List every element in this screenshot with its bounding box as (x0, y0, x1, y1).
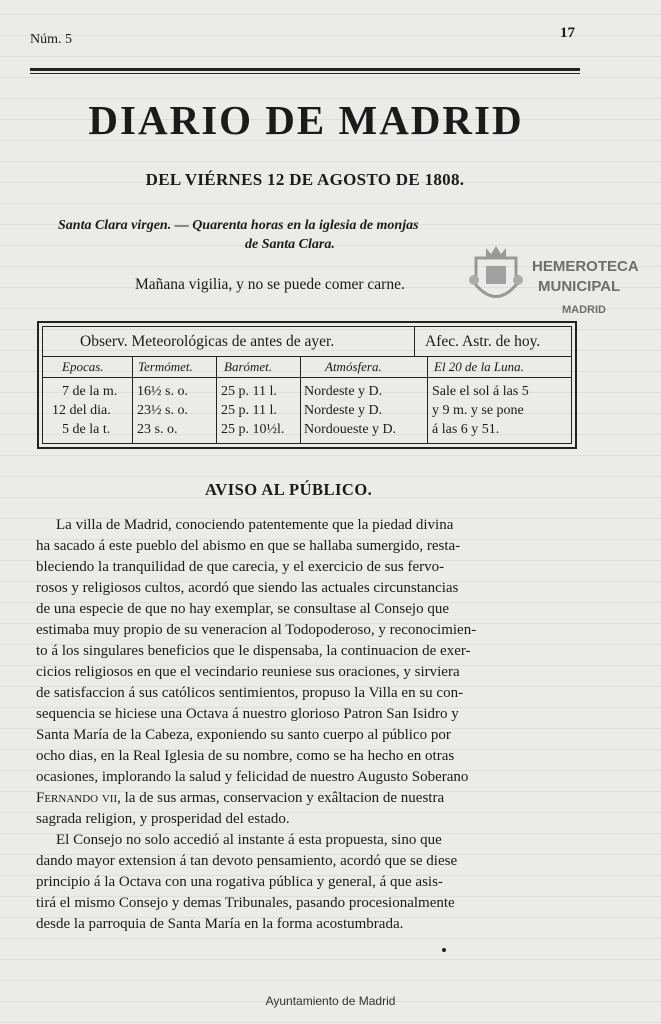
aviso-line: sagrada religion, y prosperidad del estado. (36, 811, 290, 827)
date-line: DEL VIÉRNES 12 DE AGOSTO DE 1808. (145, 170, 465, 189)
table-col-divider-1 (132, 357, 133, 444)
saint-line-1: Santa Clara virgen. — Quarenta horas en la iglesia de monjas (58, 218, 419, 233)
header-rule-thick (30, 68, 580, 71)
aviso-line: to á los singulares beneficios que le dispensaba, la continuacion de exer- (36, 643, 471, 659)
aviso-line-rest: , la de sus armas, conservacion y exâltacion de nuestra (117, 790, 445, 806)
issue-number: Núm. 5 (30, 32, 72, 47)
luna-line-3: á las 6 y 51. (432, 422, 500, 437)
aviso-line: El Consejo no solo accedió al instante á esta propuesta, sino que (56, 832, 442, 848)
aviso-line-fernando (36, 790, 444, 807)
aviso-line: ha sacado á este pueblo del abismo en que se hallaba sumergido, resta- (36, 538, 461, 554)
row-3-termometro: 23 s. o. (137, 422, 178, 437)
col-header-barometro: Barómet. (224, 359, 273, 374)
row-3-barometro: 25 p. 10½l. (221, 422, 285, 437)
aviso-line: ocho dias, en la Real Iglesia de su nombre, como se ha hecho en otras (36, 748, 455, 764)
aviso-line: estimaba muy propio de su veneracion al Todopoderoso, y reconocimien- (36, 622, 477, 638)
table-header-rule (42, 356, 572, 357)
aviso-line: La villa de Madrid, conociendo patentemente que la piedad divina (56, 517, 454, 533)
col-header-termometro: Termómet. (138, 359, 193, 374)
table-title-divider (414, 326, 415, 357)
col-header-atmosfera: Atmósfera. (325, 359, 382, 374)
row-1-termometro: 16½ s. o. (137, 384, 188, 399)
table-title-observations: Observ. Meteorológicas de antes de ayer. (80, 333, 335, 350)
ink-speck (442, 948, 446, 952)
coat-of-arms-stamp-icon (466, 240, 526, 310)
king-name: Fernando vii (36, 790, 118, 806)
table-title-astro: Afec. Astr. de hoy. (425, 333, 541, 350)
aviso-line: bleciendo la tranquilidad de que carecia, y el exercicio de sus fervo- (36, 559, 445, 575)
vigil-notice: Mañana vigilia, y no se puede comer carne. (135, 276, 405, 293)
aviso-line: dando mayor extension á tan devoto pensamiento, acordó que se diese (36, 853, 458, 869)
row-3-epoca: 5 de la t. (62, 422, 111, 437)
aviso-line: principio á la Octava con una rogativa pública y general, á que asis- (36, 874, 443, 890)
newspaper-title: DIARIO DE MADRID (88, 97, 524, 143)
row-1-barometro: 25 p. 11 l. (221, 384, 277, 399)
aviso-line: desde la parroquia de Santa María en la forma acostumbrada. (36, 916, 404, 932)
stamp-text-line-3: MADRID (562, 304, 606, 316)
footer-credit: Ayuntamiento de Madrid (265, 994, 396, 1008)
aviso-line: tirá el mismo Consejo y demas Tribunales, pasando procesionalmente (36, 895, 455, 911)
table-col-divider-4 (427, 357, 428, 444)
saint-line-2: de Santa Clara. (245, 237, 335, 252)
row-3-atmosfera: Nordoueste y D. (304, 422, 397, 437)
aviso-title: AVISO AL PÚBLICO. (205, 480, 373, 499)
aviso-line: ocasiones, implorando la salud y felicidad de nuestro Augusto Soberano (36, 769, 469, 785)
col-header-luna: El 20 de la Luna. (434, 359, 524, 374)
table-col-divider-3 (300, 357, 301, 444)
aviso-line: sequencia se hiciese una Octava á nuestro glorioso Patron San Isidro y (36, 706, 459, 722)
table-col-divider-2 (216, 357, 217, 444)
col-header-epocas: Epocas. (62, 359, 104, 374)
row-2-barometro: 25 p. 11 l. (221, 403, 277, 418)
aviso-line: de satisfaccion á sus católicos sentimientos, propuso la Villa en su con- (36, 685, 464, 701)
row-1-atmosfera: Nordeste y D. (304, 384, 383, 399)
aviso-line: rosos y religiosos cultos, acordó que siendo las actuales circunstancias (36, 580, 459, 596)
row-2-termometro: 23½ s. o. (137, 403, 188, 418)
row-2-atmosfera: Nordeste y D. (304, 403, 383, 418)
header-rule-thin (30, 73, 580, 74)
stamp-text-line-2: MUNICIPAL (538, 278, 621, 295)
aviso-line: de una especie de que no hay exemplar, se consultase al Consejo que (36, 601, 450, 617)
luna-line-1: Sale el sol á las 5 (432, 384, 529, 399)
aviso-line: cicios religiosos en que el vecindario reuniese sus oraciones, y sirviera (36, 664, 460, 680)
aviso-line: Santa María de la Cabeza, exponiendo su santo cuerpo al público por (36, 727, 451, 743)
row-2-epoca: 12 del dia. (52, 403, 111, 418)
stamp-text-line-1: HEMEROTECA (532, 258, 639, 275)
table-column-header-rule (42, 377, 572, 378)
luna-line-2: y 9 m. y se pone (432, 403, 524, 418)
page-number: 17 (560, 25, 575, 41)
row-1-epoca: 7 de la m. (62, 384, 118, 399)
